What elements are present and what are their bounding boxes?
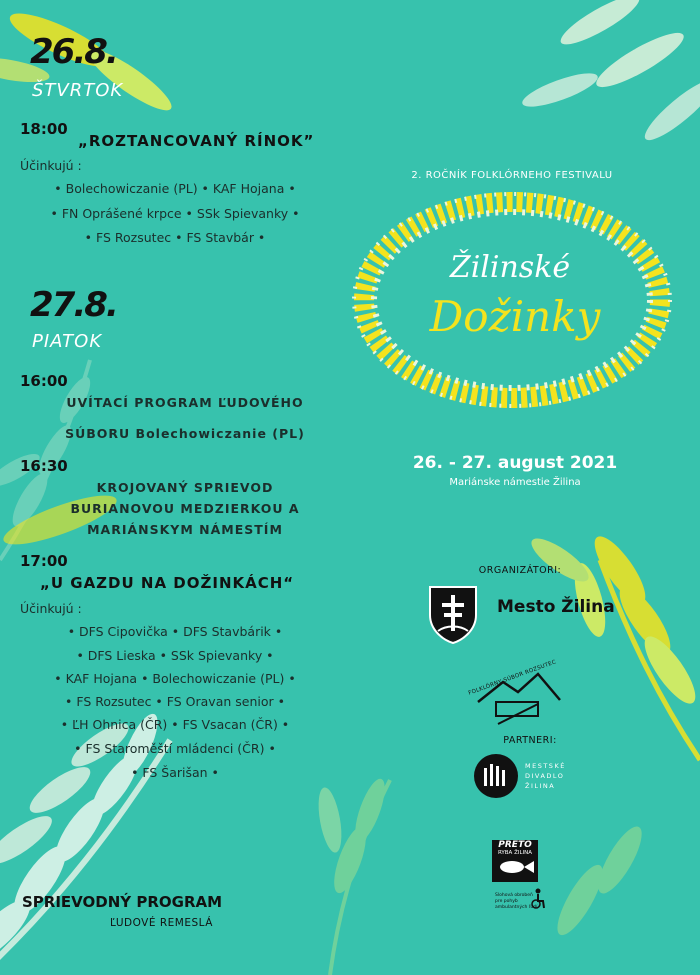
performer-line: • FS Staroměští mládenci (ČR) • xyxy=(74,741,276,756)
event-title: UVÍTACÍ PROGRAM ĽUDOVÉHO xyxy=(66,395,304,410)
event-title: „ROZTANCOVANÝ RÍNOK” xyxy=(78,132,315,150)
performer-line: • ĽH Ohnica (ČR) • FS Vsacan (ČR) • xyxy=(60,717,290,732)
event-title: KROJOVANÝ SPRIEVOD xyxy=(96,480,274,495)
performer-line: • FS Šarišan • xyxy=(131,765,219,780)
event-title: MARIÁNSKYM NÁMESTÍM xyxy=(87,522,283,537)
event-title: „U GAZDU NA DOŽINKÁCH“ xyxy=(40,574,295,592)
day2-date: 27.8. xyxy=(30,285,117,325)
performers-label: Účinkujú : xyxy=(20,601,82,616)
performer-line: • Bolechowiczanie (PL) • KAF Hojana • xyxy=(54,181,296,196)
festival-edition: 2. ROČNÍK FOLKLÓRNEHO FESTIVALU xyxy=(411,170,613,181)
performer-line: • FN Oprášené krpce • SSk Spievanky • xyxy=(50,206,300,221)
performer-line: • KAF Hojana • Bolechowiczanie (PL) • xyxy=(54,671,296,686)
organizers-label: ORGANIZÁTORI: xyxy=(478,565,562,576)
event-time: 16:00 xyxy=(20,372,68,390)
event-time: 16:30 xyxy=(20,457,68,475)
festival-name-line1: Žilinské xyxy=(449,250,571,285)
day2-weekday: PIATOK xyxy=(32,331,103,352)
event-time: 18:00 xyxy=(20,120,68,138)
performer-line: • FS Rozsutec • FS Oravan senior • xyxy=(65,694,285,709)
performers-label: Účinkujú : xyxy=(20,158,82,173)
zilina-coat-of-arms-icon xyxy=(428,585,478,645)
festival-name-line2: Dožinky xyxy=(429,292,601,341)
day1-date: 26.8. xyxy=(30,32,117,72)
theatre-logo-icon xyxy=(472,752,520,800)
organizer-city: Mesto Žilina xyxy=(497,597,615,617)
wheelchair-icon xyxy=(530,888,546,910)
event-title: BURIANOVOU MEDZIERKOU A xyxy=(70,501,300,516)
fish-icon xyxy=(492,856,538,878)
festival-venue: Mariánske námestie Žilina xyxy=(449,477,581,488)
event-title: SÚBORU Bolechowiczanie (PL) xyxy=(65,426,305,441)
performer-line: • DFS Lieska • SSk Spievanky • xyxy=(76,648,274,663)
preto-logo: PRETO RYBA ŽILINA xyxy=(492,840,538,882)
performer-line: • FS Rozsutec • FS Stavbár • xyxy=(84,230,266,245)
day1-weekday: ŠTVRTOK xyxy=(32,80,124,101)
partners-label: PARTNERI: xyxy=(503,735,557,746)
event-time: 17:00 xyxy=(20,552,68,570)
performer-line: • DFS Cipovička • DFS Stavbárik • xyxy=(67,624,283,639)
partner-small-text: Slohová obrobeň pre pohyb ambulantných ľudí xyxy=(495,893,538,910)
accompanying-subtitle: ĽUDOVÉ REMESLÁ xyxy=(110,917,213,929)
rozsutec-logo-text: FOLKLÓRNY SÚBOR ROZSUTEC xyxy=(467,659,558,697)
accompanying-title: SPRIEVODNÝ PROGRAM xyxy=(22,893,223,911)
festival-dates: 26. - 27. august 2021 xyxy=(412,453,618,473)
theatre-logo-text: MESTSKÉ DIVADLO ŽILINA xyxy=(525,762,566,790)
